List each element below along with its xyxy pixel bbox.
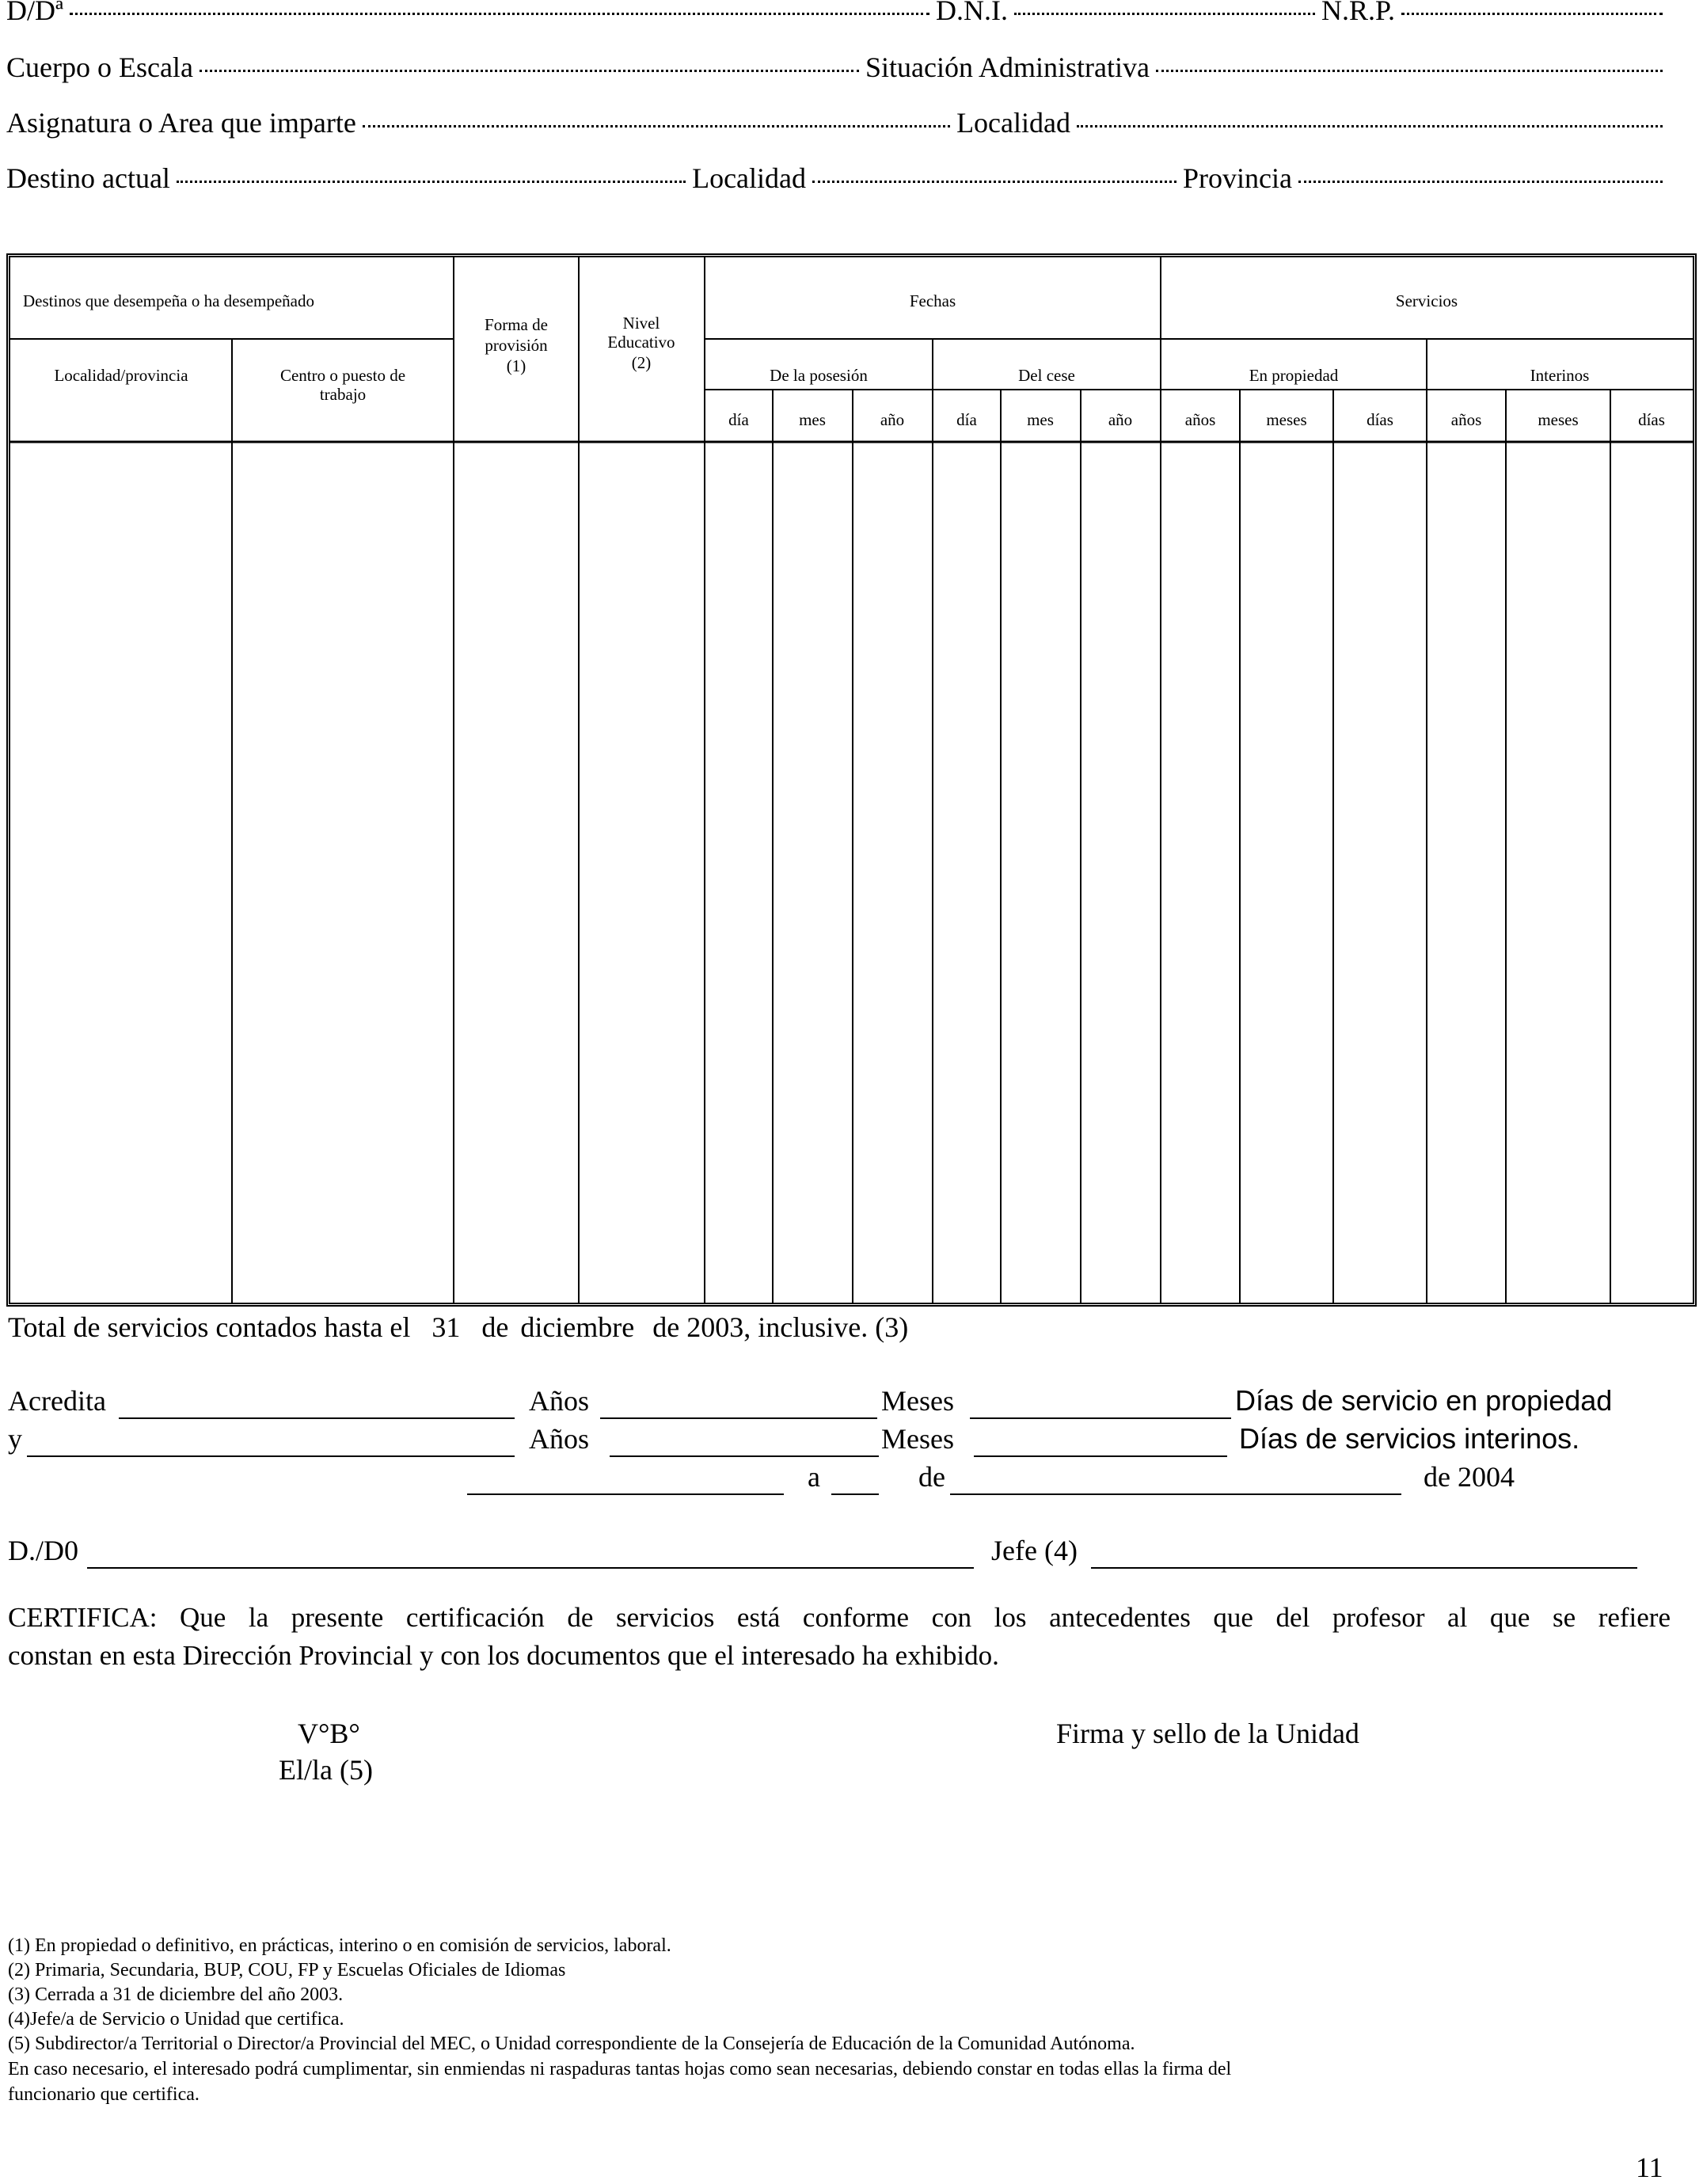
month-field[interactable] xyxy=(950,1493,1401,1495)
destino-field[interactable] xyxy=(177,181,686,183)
row-cuerpo xyxy=(6,51,1669,84)
acredita-label: Acredita xyxy=(8,1385,106,1417)
forma-header-2: provisión xyxy=(485,336,548,355)
anos-label-1: Años xyxy=(529,1385,590,1417)
dni-field[interactable] xyxy=(1014,13,1315,15)
centro-header-1: Centro o puesto de xyxy=(279,366,406,385)
name-field[interactable] xyxy=(70,13,929,15)
destino-label: Destino actual xyxy=(6,162,170,194)
sub-servicio-2: días xyxy=(1367,410,1393,429)
nrp-field[interactable] xyxy=(1401,13,1663,15)
centro-header-2: trabajo xyxy=(319,385,367,404)
propiedad-header: En propiedad xyxy=(1249,366,1339,385)
name-label: D/Dª xyxy=(6,0,63,26)
sub-fecha-3: día xyxy=(956,410,977,429)
provincia-label: Provincia xyxy=(1183,162,1292,194)
a-label: a xyxy=(808,1461,820,1493)
sub-fecha-2: año xyxy=(880,410,905,429)
certifica-line-2: constan en esta Dirección Provincial y con los documentos que el interesado ha exhibido. xyxy=(8,1640,999,1671)
y-label: y xyxy=(8,1423,22,1455)
situacion-label: Situación Administrativa xyxy=(865,51,1150,83)
posesion-header: De la posesión xyxy=(770,366,868,385)
row-destino xyxy=(6,162,1669,195)
day-field[interactable] xyxy=(831,1493,879,1495)
nivel-header-3: (2) xyxy=(631,353,652,372)
sub-servicio-5: días xyxy=(1638,410,1665,429)
row-asignatura xyxy=(6,106,1669,139)
dias-label-1: Días de servicio en propiedad xyxy=(1235,1384,1613,1417)
anos-label-2: Años xyxy=(529,1423,590,1455)
place-field[interactable] xyxy=(467,1493,784,1495)
total-suffix: de 2003, inclusive. (3) xyxy=(652,1311,909,1343)
nivel-header-2: Educativo xyxy=(607,333,675,352)
ella-label: El/la (5) xyxy=(279,1754,373,1786)
interinos-days-field[interactable] xyxy=(974,1455,1227,1457)
footnote-1: (1) En propiedad o definitivo, en prácticas, interino o en comisión de servicios, laboral. xyxy=(8,1935,671,1956)
sub-fecha-5: año xyxy=(1108,410,1133,429)
sub-servicio-1: meses xyxy=(1266,410,1307,429)
destinos-header: Destinos que desempeña o ha desempeñado xyxy=(23,291,314,310)
asignatura-label: Asignatura o Area que imparte xyxy=(6,107,356,139)
servicios-header: Servicios xyxy=(1395,291,1458,310)
year-label: de 2004 xyxy=(1424,1461,1515,1493)
cese-header: Del cese xyxy=(1018,366,1075,385)
meses-label-1: Meses xyxy=(881,1385,954,1417)
footnote-5: (5) Subdirector/a Territorial o Director/a Provincial del MEC, o Unidad correspondiente de la Consejería de Educación de la Comunidad Autónoma. xyxy=(8,2034,1135,2054)
footnote-4: (4)Jefe/a de Servicio o Unidad que certifica. xyxy=(8,2009,344,2030)
localidad-field[interactable] xyxy=(1077,125,1663,127)
total-line xyxy=(8,1311,908,1344)
interinos-years-field[interactable] xyxy=(27,1455,515,1457)
sello-label: Firma y sello de la Unidad xyxy=(1056,1718,1359,1749)
dias-label-2: Días de servicios interinos. xyxy=(1239,1422,1580,1455)
certifica-line-1: CERTIFICA: Que la presente certificación de servicios está conforme con los antecedentes que del profesor al que se refiere xyxy=(8,1602,1671,1633)
jefe-field[interactable] xyxy=(1091,1567,1637,1569)
total-prefix: Total de servicios contados hasta el xyxy=(8,1311,411,1343)
forma-header-3: (1) xyxy=(506,356,526,375)
nrp-label: N.R.P. xyxy=(1321,0,1395,26)
table-grid xyxy=(10,257,1693,1303)
situacion-field[interactable] xyxy=(1156,70,1663,72)
meses-label-2: Meses xyxy=(881,1423,954,1455)
dd-label: D./D0 xyxy=(8,1535,78,1566)
localidad2-label: Localidad xyxy=(692,162,807,194)
jefe-label: Jefe (4) xyxy=(991,1535,1078,1566)
footnote-note-2: funcionario que certifica. xyxy=(8,2084,200,2105)
acredita-days-field[interactable] xyxy=(970,1417,1231,1419)
services-table xyxy=(6,253,1697,1307)
cuerpo-label: Cuerpo o Escala xyxy=(6,51,193,83)
sub-servicio-3: años xyxy=(1450,410,1482,429)
cuerpo-field[interactable] xyxy=(200,70,859,72)
acredita-months-field[interactable] xyxy=(600,1417,877,1419)
total-day: 31 xyxy=(431,1311,461,1343)
nivel-header-1: Nivel xyxy=(622,314,660,333)
row-name xyxy=(6,0,1669,27)
sub-fecha-4: mes xyxy=(1027,410,1054,429)
vb-label: V°B° xyxy=(298,1718,360,1749)
sub-fecha-1: mes xyxy=(799,410,826,429)
sub-servicio-0: años xyxy=(1184,410,1216,429)
provincia-field[interactable] xyxy=(1298,181,1663,183)
forma-header-1: Forma de xyxy=(485,315,548,334)
sub-servicio-4: meses xyxy=(1538,410,1579,429)
page-number: 11 xyxy=(1636,2152,1663,2183)
interinos-months-field[interactable] xyxy=(610,1455,879,1457)
sub-fecha-0: día xyxy=(728,410,749,429)
asignatura-field[interactable] xyxy=(363,125,950,127)
interinos-header: Interinos xyxy=(1530,366,1590,385)
footnote-3: (3) Cerrada a 31 de diciembre del año 2003. xyxy=(8,1984,344,2005)
total-de: de xyxy=(481,1311,509,1343)
localidad2-field[interactable] xyxy=(812,181,1177,183)
footnote-2: (2) Primaria, Secundaria, BUP, COU, FP y Escuelas Oficiales de Idiomas xyxy=(8,1960,566,1980)
dd-field[interactable] xyxy=(87,1567,974,1569)
localidad-label: Localidad xyxy=(956,107,1070,139)
fechas-header: Fechas xyxy=(909,291,956,310)
de-label: de xyxy=(918,1461,945,1493)
total-month: diciembre xyxy=(520,1311,635,1343)
footnote-note-1: En caso necesario, el interesado podrá cumplimentar, sin enmiendas ni raspaduras tantas hojas como sean necesarias, debiendo constar en todas ellas la firma del xyxy=(8,2059,1232,2079)
dni-label: D.N.I. xyxy=(935,0,1008,26)
acredita-years-field[interactable] xyxy=(119,1417,515,1419)
localidad-header: Localidad/provincia xyxy=(54,366,188,385)
